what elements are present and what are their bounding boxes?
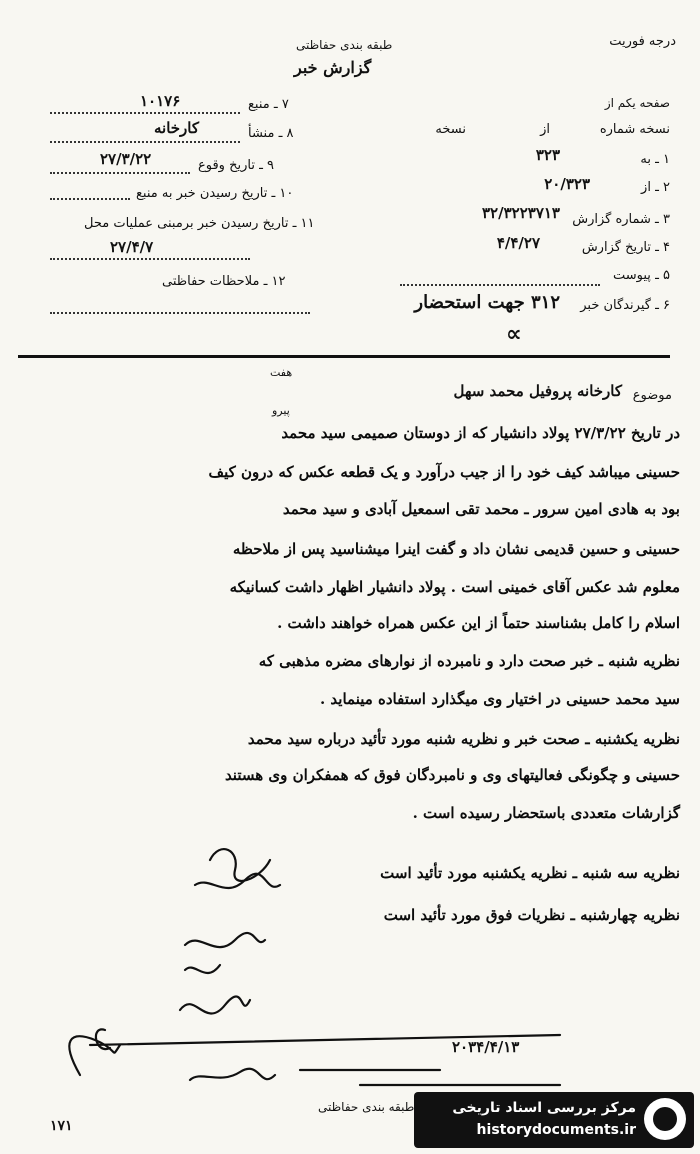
body-line: سید محمد حسینی در اختیار وی میگذارد استفاده مینماید .: [319, 690, 680, 708]
field-origin-label: ۸ ـ منشأ: [248, 126, 294, 141]
field-source-value: ۱۰۱۷۶: [140, 92, 181, 110]
field-from-label: ۲ ـ از: [641, 180, 670, 195]
body-line: نظریه یکشنبه ـ صحت خبر و نظریه شنبه مورد تأئید درباره سید محمد: [247, 730, 680, 748]
side-note-2: پیرو: [272, 404, 290, 417]
field-date-value: ۲۷/۳/۲۲: [100, 150, 152, 168]
field-copy-extra: نسخه: [435, 122, 466, 137]
body-line: بود به هادی امین سرور ـ محمد تقی اسمعیل آبادی و سید محمد: [282, 500, 680, 518]
body-line: معلوم شد عکس آقای خمینی است . پولاد دانشیار اظهار داشت کسانیکه: [229, 578, 680, 596]
field-report-no-label: ۳ ـ شماره گزارش: [572, 212, 670, 227]
body-line: نظریه چهارشنبه ـ نظریات فوق مورد تأئید است: [383, 906, 680, 924]
field-report-date-value: ۴/۴/۲۷: [496, 234, 540, 252]
watermark-logo: [414, 1092, 694, 1148]
field-copy-label: نسخه شماره: [599, 122, 670, 137]
signature-scribble: [190, 1069, 275, 1080]
watermark-url: historydocuments.ir: [476, 1122, 636, 1138]
subject-value: کارخانه پروفیل محمد سهل: [453, 382, 622, 400]
watermark-title: مرکز بررسی اسناد تاریخی: [452, 1100, 636, 1116]
field-recipients-label: ۶ ـ گیرندگان خبر: [580, 298, 670, 313]
footer-classification-label: طبقه بندی حفاظتی: [318, 1100, 415, 1114]
body-line: نظریه سه شنبه ـ نظریه یکشنبه مورد تأئید است: [380, 864, 680, 882]
field-report-date-label: ۴ ـ تاریخ گزارش: [581, 240, 670, 255]
field-origin-value: کارخانه: [154, 119, 200, 137]
signature-scribble: [69, 1036, 120, 1075]
field-attachment-label: ۵ ـ پیوست: [613, 268, 670, 283]
subject-label: موضوع: [632, 388, 672, 403]
body-line: اسلام را کامل بشناسند حتماً از این عکس همراه خواهند داشت .: [277, 614, 680, 632]
classification-label: طبقه بندی حفاظتی: [296, 38, 393, 52]
bottom-number: ۲۰۳۴/۴/۱۳: [452, 1038, 520, 1056]
body-line: نظریه شنبه ـ خبر صحت دارد و نامبرده از نوارهای مضره مذهبی که: [258, 652, 680, 670]
body-line: حسینی و حسین قدیمی نشان داد و گفت اینرا میشناسید پس از ملاحظه: [232, 540, 680, 558]
handwritten-mark: ∝: [506, 322, 522, 347]
field-report-no-value: ۳۲/۳۲۲۳۷۱۳: [482, 204, 560, 222]
field-from-value: ۲۰/۳۲۳: [544, 175, 590, 193]
signature-scribble: [180, 996, 250, 1013]
field-ops-value: ۲۷/۴/۷: [110, 238, 154, 256]
body-line: حسینی میباشد کیف خود را از جیب درآورد و یک قطعه عکس که درون کیف: [208, 463, 680, 481]
body-line: حسینی و چگونگی فعالیتهای وی و نامبردگان فوق که همفکران وی هستند: [224, 766, 680, 784]
field-ops-label: ۱۱ ـ تاریخ رسیدن خبر برمبنی عملیات محل: [84, 216, 315, 231]
page-label: صفحه یکم از: [604, 96, 670, 110]
side-note-1: هفت: [270, 366, 293, 379]
signature-scribble: [185, 933, 265, 947]
signature-scribble: [185, 965, 220, 973]
field-copy-value: از: [540, 122, 550, 137]
field-to-value: ۳۲۳: [535, 146, 560, 164]
report-title: گزارش خبر: [294, 58, 372, 77]
field-security-label: ۱۲ ـ ملاحظات حفاظتی: [162, 274, 286, 289]
field-recipients-value: ۳۱۲ جهت استحضار: [414, 292, 560, 313]
field-received-label: ۱۰ ـ تاریخ رسیدن خبر به منبع: [136, 186, 294, 201]
body-line: گزارشات متعددی باستحضار رسیده است .: [412, 804, 680, 822]
body-line: در تاریخ ۲۷/۳/۲۲ پولاد دانشیار که از دوستان صمیمی سید محمد: [281, 424, 680, 442]
field-source-label: ۷ ـ منبع: [248, 97, 289, 112]
priority-label: درجه فوریت: [609, 34, 676, 49]
archive-emblem-icon: [644, 1098, 686, 1140]
field-to-label: ۱ ـ به: [640, 152, 670, 167]
page-number: ۱۷۱: [50, 1118, 73, 1134]
field-date-label: ۹ ـ تاریخ وقوع: [198, 158, 275, 173]
